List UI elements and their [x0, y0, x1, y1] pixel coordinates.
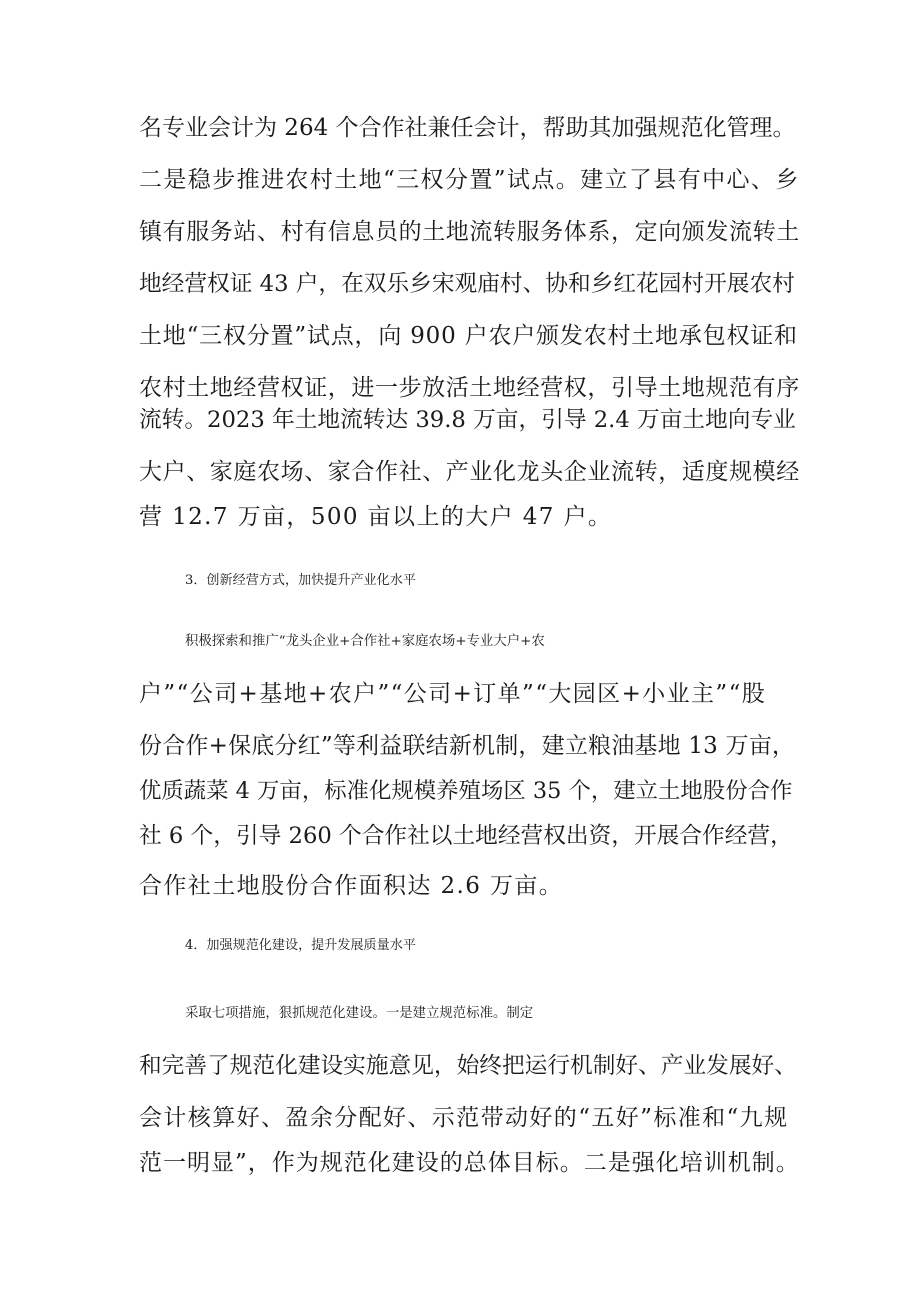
paragraph-line: 会计核算好、盈余分配好、示范带动好的“五好”标准和“九规: [139, 1105, 789, 1131]
section-heading-4: 4．加强规范化建设，提升发展质量水平: [185, 938, 416, 953]
paragraph-line: 社 6 个，引导 260 个合作社以土地经营权出资，开展合作经营，: [139, 823, 793, 849]
section-heading-3: 3．创新经营方式，加快提升产业化水平: [185, 573, 416, 588]
paragraph-line: 优质蔬菜 4 万亩，标准化规模养殖场区 35 个，建立土地股份合作: [139, 778, 793, 804]
paragraph-line: 采取七项措施，狠抓规范化建设。一是建立规范标准。制定: [185, 1006, 534, 1021]
paragraph-line: 地经营权证 43 户，在双乐乡宋观庙村、协和乡红花园村开展农村: [139, 271, 795, 297]
paragraph-line: 流转。2023 年土地流转达 39.8 万亩，引导 2.4 万亩土地向专业: [139, 407, 796, 433]
paragraph-line: 土地“三权分置”试点，向 900 户农户颁发农村土地承包权证和: [139, 323, 798, 349]
paragraph-line: 户”“公司+基地+农户”“公司+订单”“大园区+小业主”“股: [139, 681, 767, 707]
paragraph-line: 和完善了规范化建设实施意见，始终把运行机制好、产业发展好、: [139, 1053, 797, 1079]
paragraph-line: 名专业会计为 264 个合作社兼任会计，帮助其加强规范化管理。: [139, 115, 796, 141]
paragraph-line: 合作社土地股份合作面积达 2.6 万亩。: [139, 873, 564, 899]
paragraph-line: 营 12.7 万亩，500 亩以上的大户 47 户。: [139, 504, 613, 530]
paragraph-line: 范一明显”，作为规范化建设的总体目标。二是强化培训机制。: [139, 1150, 800, 1176]
paragraph-line: 份合作+保底分红”等利益联结新机制，建立粮油基地 13 万亩，: [139, 733, 796, 759]
paragraph-line: 镇有服务站、村有信息员的土地流转服务体系，定向颁发流转土: [139, 219, 800, 245]
paragraph-line: 大户、家庭农场、家合作社、产业化龙头企业流转，适度规模经: [139, 459, 800, 485]
paragraph-line: 积极探索和推广“龙头企业+合作社+家庭农场+专业大户+农: [185, 634, 545, 649]
paragraph-line: 农村土地经营权证，进一步放活土地经营权，引导土地规范有序: [139, 375, 800, 401]
paragraph-line: 二是稳步推进农村土地“三权分置”试点。建立了县有中心、乡: [139, 167, 800, 193]
